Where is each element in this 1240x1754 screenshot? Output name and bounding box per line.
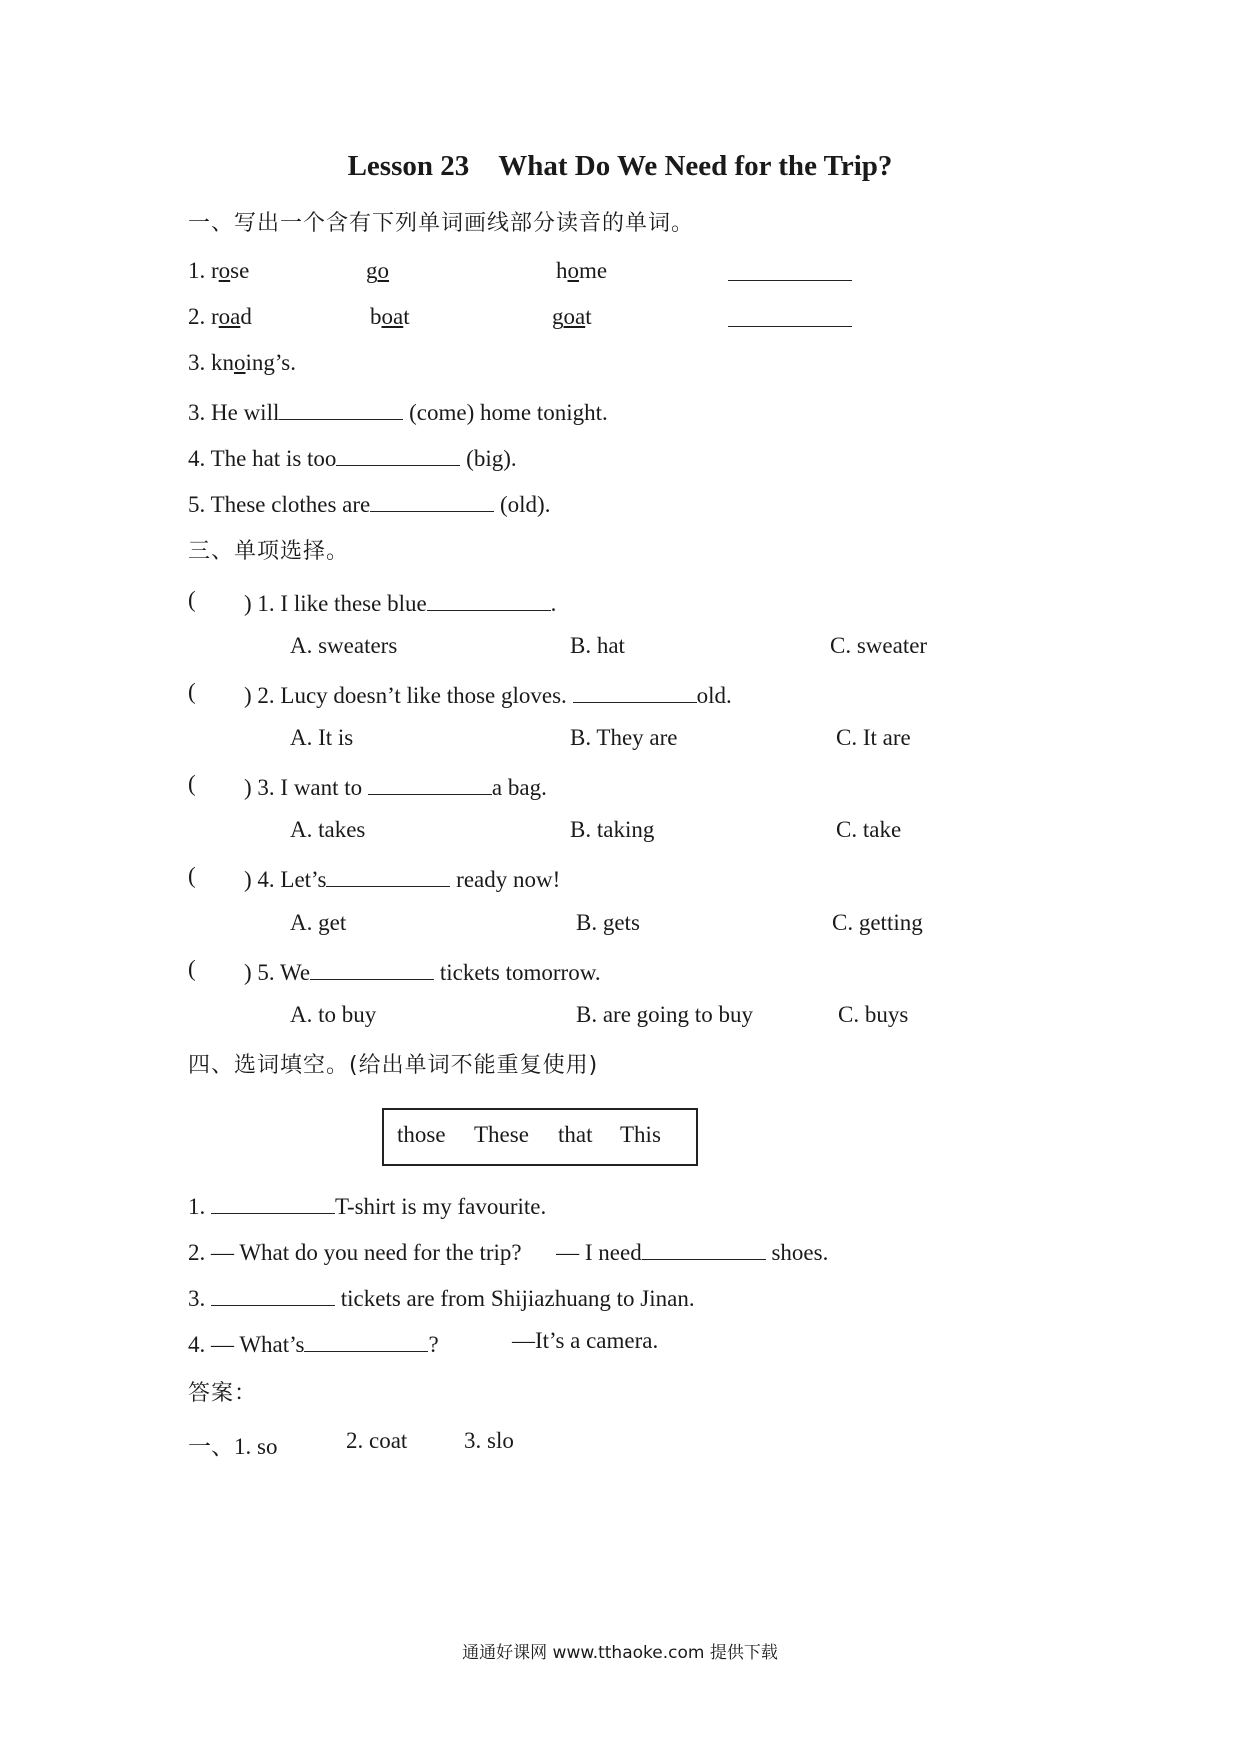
page-title <box>0 150 1240 183</box>
answer-blank[interactable] <box>279 396 403 420</box>
answer-blank[interactable] <box>642 1236 766 1260</box>
q1-stem: ) 1. I like these blue . <box>244 587 556 617</box>
q2-option-b[interactable]: B. They are <box>570 725 678 750</box>
word-bank-item: These <box>474 1122 529 1147</box>
footer-source: 通通好课网 www.tthaoke.com 提供下载 <box>462 1643 778 1663</box>
answer-blank[interactable] <box>211 1190 335 1214</box>
s4-item-4-answer: —It’s a camera. <box>512 1328 659 1353</box>
answer-blank[interactable] <box>427 587 551 611</box>
s1-row1-word1: 1. rose <box>188 258 250 283</box>
q5-stem: ) 5. We tickets tomorrow. <box>244 956 601 986</box>
s2-item-4: 4. The hat is too (big). <box>188 442 517 472</box>
q2-option-c[interactable]: C. It are <box>836 725 911 750</box>
q5-paren[interactable]: ( <box>188 956 196 981</box>
word-bank-item: those <box>397 1122 446 1147</box>
q2-stem: ) 2. Lucy doesn’t like those gloves. old. <box>244 679 732 709</box>
q3-option-c[interactable]: C. take <box>836 817 902 842</box>
q3-stem: ) 3. I want to a bag. <box>244 771 547 801</box>
s2-item-3: 3. He will (come) home tonight. <box>188 396 608 426</box>
q4-paren[interactable]: ( <box>188 863 196 888</box>
answers-heading: 答案： <box>188 1381 258 1406</box>
answer-blank[interactable] <box>304 1328 428 1352</box>
s1-row1-answer-blank[interactable] <box>728 280 852 281</box>
answer-blank[interactable] <box>336 442 460 466</box>
s1-row2-word2: boat <box>370 304 410 329</box>
section3-heading: 三、单项选择。 <box>188 539 350 564</box>
answers-line-1: 一、1. so <box>188 1434 278 1459</box>
q2-option-a[interactable]: A. It is <box>290 725 354 750</box>
s1-row2-answer-blank[interactable] <box>728 326 852 327</box>
q1-option-c[interactable]: C. sweater <box>830 633 928 658</box>
s4-item-4: 4. — What’s ? <box>188 1328 439 1358</box>
word-bank-item: This <box>620 1122 661 1147</box>
s4-item-2: 2. — What do you need for the trip? — I need shoes. <box>188 1236 828 1266</box>
lesson-name: What Do We Need for the Trip? <box>498 150 893 182</box>
q4-option-a[interactable]: A. get <box>290 910 347 935</box>
answer-blank[interactable] <box>573 679 697 703</box>
s1-row2-word1: 2. road <box>188 304 252 329</box>
lesson-number: Lesson 23 <box>347 150 470 182</box>
s1-row1-word3: home <box>556 258 608 283</box>
q4-option-c[interactable]: C. getting <box>832 910 923 935</box>
q1-option-a[interactable]: A. sweaters <box>290 633 398 658</box>
q1-option-b[interactable]: B. hat <box>570 633 625 658</box>
answers-line-3: 3. slo <box>464 1428 514 1453</box>
s1-row3-word: 3. knoing’s. <box>188 350 296 375</box>
q1-paren[interactable]: ( <box>188 587 196 612</box>
answer-blank[interactable] <box>368 771 492 795</box>
q3-option-b[interactable]: B. taking <box>570 817 655 842</box>
q2-paren[interactable]: ( <box>188 679 196 704</box>
q5-option-b[interactable]: B. are going to buy <box>576 1002 753 1027</box>
s1-row1-word2: go <box>366 258 389 283</box>
q4-stem: ) 4. Let’s ready now! <box>244 863 560 893</box>
answers-line-2: 2. coat <box>346 1428 408 1453</box>
answer-blank[interactable] <box>370 488 494 512</box>
answer-blank[interactable] <box>310 956 434 980</box>
section4-heading: 四、选词填空。(给出单词不能重复使用) <box>188 1053 599 1078</box>
q3-option-a[interactable]: A. takes <box>290 817 366 842</box>
section1-heading: 一、写出一个含有下列单词画线部分读音的单词。 <box>188 211 695 236</box>
word-bank-item: that <box>558 1122 593 1147</box>
s4-item-3: 3. tickets are from Shijiazhuang to Jinan. <box>188 1282 695 1312</box>
q5-option-a[interactable]: A. to buy <box>290 1002 377 1027</box>
s1-row2-word3: goat <box>552 304 592 329</box>
s2-item-5: 5. These clothes are (old). <box>188 488 550 518</box>
answer-blank[interactable] <box>211 1282 335 1306</box>
q5-option-c[interactable]: C. buys <box>838 1002 909 1027</box>
answer-blank[interactable] <box>326 863 450 887</box>
q3-paren[interactable]: ( <box>188 771 196 796</box>
s4-item-1: 1. T-shirt is my favourite. <box>188 1190 546 1220</box>
q4-option-b[interactable]: B. gets <box>576 910 640 935</box>
word-bank-box <box>382 1108 698 1166</box>
